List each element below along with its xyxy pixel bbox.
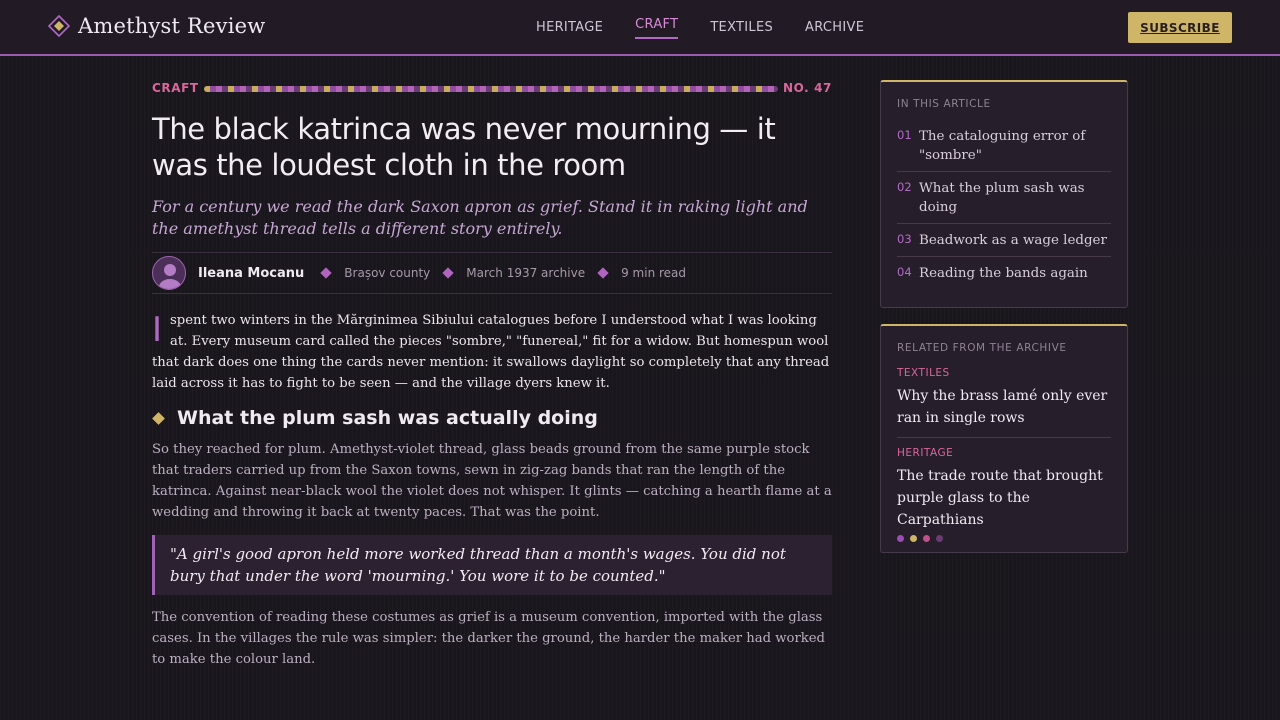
byline: [152, 252, 832, 294]
nav-item-textiles[interactable]: TEXTILES: [710, 20, 774, 35]
diamond-separator-icon: [597, 267, 608, 278]
article: [152, 80, 832, 670]
diamond-bullet-icon: [152, 412, 165, 425]
decorative-band: [204, 86, 778, 92]
toc-item[interactable]: [897, 224, 1111, 257]
toc-link[interactable]: Reading the bands again: [919, 266, 1088, 281]
carousel-dot[interactable]: [897, 535, 904, 542]
related-category[interactable]: HERITAGE: [897, 447, 954, 459]
diamond-logo-icon: [48, 15, 70, 37]
top-bar: [0, 0, 1280, 56]
toc-item[interactable]: [897, 257, 1111, 289]
diamond-separator-icon: [321, 267, 332, 278]
author-avatar[interactable]: [152, 256, 186, 290]
table-of-contents: [880, 80, 1128, 308]
article-dek: For a century we read the dark Saxon apron as grief. Stand it in raking light and the amethyst thread tells a different story entirely.: [152, 197, 808, 238]
related-articles: [880, 324, 1128, 553]
issue-number: NO. 47: [782, 81, 832, 95]
article-headline: The black katrinca was never mourning — it was the loudest cloth in the room: [152, 112, 776, 182]
toc-item[interactable]: [897, 172, 1111, 224]
toc-label: IN THIS ARTICLE: [897, 98, 991, 110]
drop-cap: I: [152, 310, 163, 350]
toc-link[interactable]: The cataloguing error of "sombre": [919, 129, 1086, 163]
section-heading: [152, 406, 832, 430]
brand-logo[interactable]: [48, 14, 265, 38]
nav-item-craft[interactable]: CRAFT: [635, 0, 678, 54]
brand-name: Amethyst Review: [78, 14, 266, 38]
main-nav: [536, 0, 896, 54]
carousel-dots: [897, 535, 1111, 542]
nav-item-heritage[interactable]: HERITAGE: [536, 20, 604, 35]
carousel-dot[interactable]: [910, 535, 917, 542]
toc-number: 02: [897, 180, 912, 194]
toc-list: [897, 120, 1111, 289]
article-kicker[interactable]: CRAFT: [152, 81, 199, 95]
nav-item-archive[interactable]: ARCHIVE: [805, 20, 865, 35]
intro-text: spent two winters in the Mărginimea Sibiului catalogues before I understood what I was looking at. Every museum card called the pieces "sombre," "funereal," fit for a widow. But homespun wool that dark does one thing the cards never mention: it swallows daylight so completely that any thread laid across it has to fight to be seen — and the village dyers knew it.: [152, 313, 830, 391]
related-title[interactable]: The trade route that brought purple glass to the Carpathians: [897, 468, 1103, 528]
meta-location: Brașov county: [344, 266, 431, 280]
kicker-row: [152, 80, 832, 98]
toc-number: 01: [897, 128, 912, 142]
pull-quote: "A girl's good apron held more worked thread than a month's wages. You did not bury that under the word 'mourning.' You wore it to be counted.": [152, 535, 832, 595]
toc-link[interactable]: What the plum sash was doing: [919, 181, 1085, 215]
toc-number: 03: [897, 232, 912, 246]
related-title[interactable]: Why the brass lamé only ever ran in single rows: [897, 388, 1108, 426]
toc-item[interactable]: [897, 120, 1111, 172]
toc-number: 04: [897, 265, 912, 279]
meta-read-time: 9 min read: [621, 266, 687, 280]
subscribe-button[interactable]: SUBSCRIBE: [1128, 12, 1232, 43]
related-item[interactable]: [897, 354, 1111, 429]
intro-paragraph: [152, 310, 832, 394]
related-item[interactable]: [897, 437, 1111, 542]
related-label: RELATED FROM THE ARCHIVE: [897, 342, 1067, 354]
toc-link[interactable]: Beadwork as a wage ledger: [919, 233, 1107, 248]
section-heading-text: What the plum sash was actually doing: [177, 407, 598, 429]
body-paragraph: The convention of reading these costumes as grief is a museum convention, imported with the glass cases. In the villages the rule was simpler: the darker the ground, the harder the maker had worked to make the colour land.: [152, 610, 826, 667]
author-name[interactable]: Ileana Mocanu: [198, 265, 305, 281]
diamond-separator-icon: [443, 267, 454, 278]
carousel-dot[interactable]: [936, 535, 943, 542]
body-paragraph: So they reached for plum. Amethyst-violet thread, glass beads ground from the same purple stock that traders carried up from the Saxon towns, sewn in zig-zag bands that ran the length of the katrinca. Against near-black wool the violet does not whisper. It glints — catching a hearth flame at a wedding and throwing it back at twenty paces. That was the point.: [152, 442, 832, 520]
related-category[interactable]: TEXTILES: [897, 367, 950, 379]
meta-date: March 1937 archive: [466, 266, 586, 280]
carousel-dot[interactable]: [923, 535, 930, 542]
